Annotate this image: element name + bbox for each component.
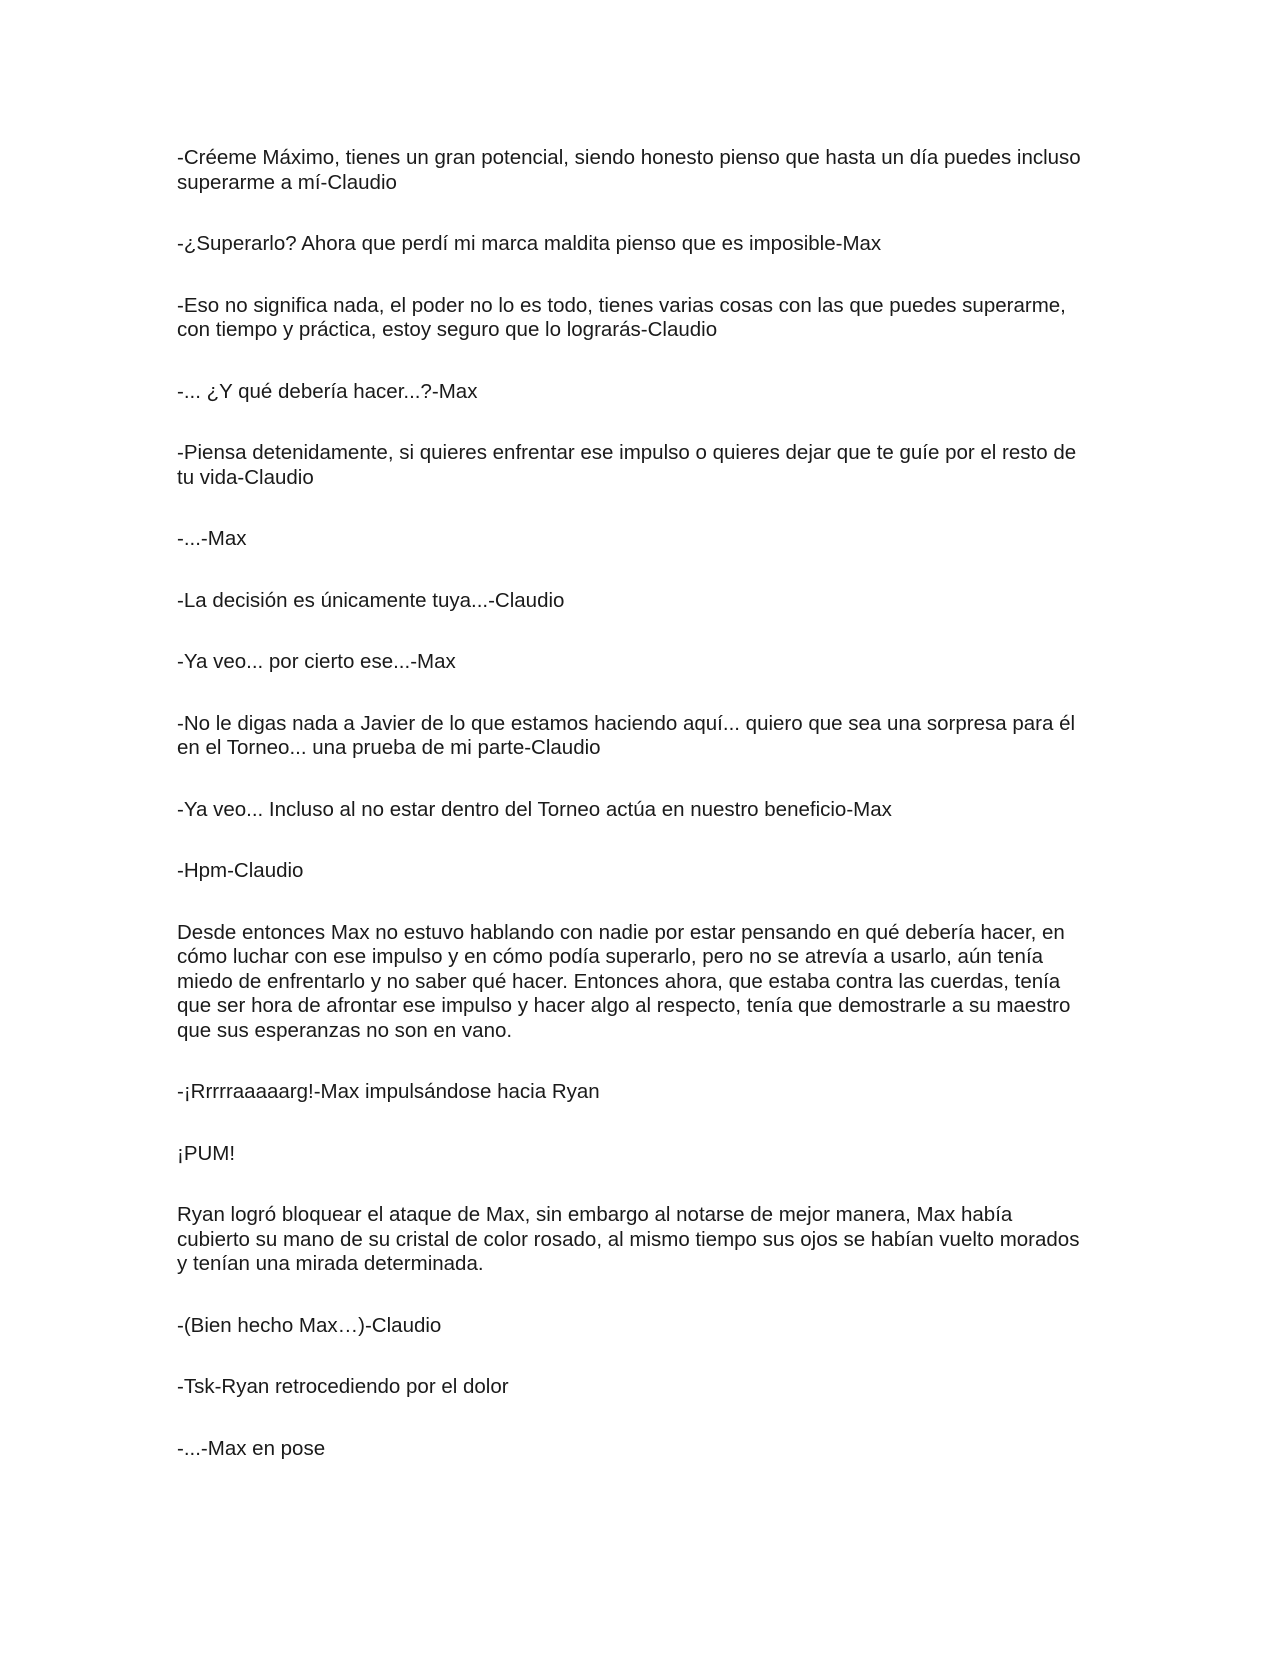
paragraph (177, 712, 1107, 761)
text-line: -Créeme Máximo, tienes un gran potencial, siendo honesto pienso que hasta un día puedes incluso (177, 146, 1081, 169)
text-line: superarme a mí-Claudio (177, 170, 397, 194)
text-line: -Eso no significa nada, el poder no lo es todo, tienes varias cosas con las que puedes superarme, (177, 293, 1066, 317)
paragraph (177, 441, 1107, 490)
paragraph (177, 1314, 1107, 1339)
text-line: Desde entonces Max no estuvo hablando con nadie por estar pensando en qué debería hacer, en (177, 920, 1065, 944)
paragraph (177, 232, 1107, 257)
paragraph (177, 1142, 1107, 1167)
text-line: -Piensa detenidamente, si quieres enfrentar ese impulso o quieres dejar que te guíe por el resto de (177, 441, 1077, 464)
text-line: y tenían una mirada determinada. (177, 1252, 484, 1275)
text-line: -¡Rrrrraaaaarg!-Max impulsándose hacia Ryan (177, 1080, 600, 1103)
paragraph (177, 921, 1107, 1044)
text-line: ¡PUM! (177, 1141, 236, 1165)
paragraph (177, 294, 1107, 343)
paragraph (177, 798, 1107, 823)
paragraph (177, 589, 1107, 614)
text-line: -(Bien hecho Max…)-Claudio (177, 1313, 442, 1337)
text-line: -Ya veo... Incluso al no estar dentro del Torneo actúa en nuestro beneficio-Max (177, 797, 892, 821)
paragraph (177, 1080, 1107, 1105)
text-line: miedo de enfrentarlo y no saber qué hacer. Entonces ahora, que estaba contra las cuerdas, tenía (177, 969, 1061, 993)
paragraph (177, 1375, 1107, 1400)
text-line: en el Torneo... una prueba de mi parte-Claudio (177, 736, 601, 759)
text-line: tu vida-Claudio (177, 465, 314, 489)
text-line: -...-Max en pose (177, 1436, 326, 1460)
paragraph (177, 1203, 1107, 1277)
paragraph (177, 146, 1107, 195)
paragraph (177, 1437, 1107, 1462)
text-line: que sus esperanzas no son en vano. (177, 1018, 513, 1042)
text-line: cubierto su mano de su cristal de color rosado, al mismo tiempo sus ojos se habían vuelto morados (177, 1227, 1080, 1251)
text-line: con tiempo y práctica, estoy seguro que lo lograrás-Claudio (177, 318, 718, 341)
text-line: cómo luchar con ese impulso y en cómo podía superarlo, pero no se atrevía a usarlo, aún tenía (177, 945, 1044, 968)
text-line: -Tsk-Ryan retrocediendo por el dolor (177, 1375, 509, 1398)
text-line: -Ya veo... por cierto ese...-Max (177, 650, 456, 673)
paragraph (177, 380, 1107, 405)
paragraph (177, 859, 1107, 884)
text-line: -¿Superarlo? Ahora que perdí mi marca maldita pienso que es imposible-Max (177, 232, 882, 255)
text-line: -... ¿Y qué debería hacer...?-Max (177, 379, 478, 403)
text-line: -...-Max (177, 527, 247, 550)
text-line: que ser hora de afrontar ese impulso y hacer algo al respecto, tenía que demostrarle a su maestro (177, 994, 1071, 1017)
text-line: Ryan logró bloquear el ataque de Max, sin embargo al notarse de mejor manera, Max había (177, 1203, 1013, 1226)
paragraph (177, 650, 1107, 675)
document-body (177, 146, 1107, 1498)
text-line: -La decisión es únicamente tuya...-Claudio (177, 588, 565, 612)
paragraph (177, 527, 1107, 552)
text-line: -No le digas nada a Javier de lo que estamos haciendo aquí... quiero que sea una sorpresa para él (177, 711, 1076, 735)
text-line: -Hpm-Claudio (177, 859, 304, 882)
